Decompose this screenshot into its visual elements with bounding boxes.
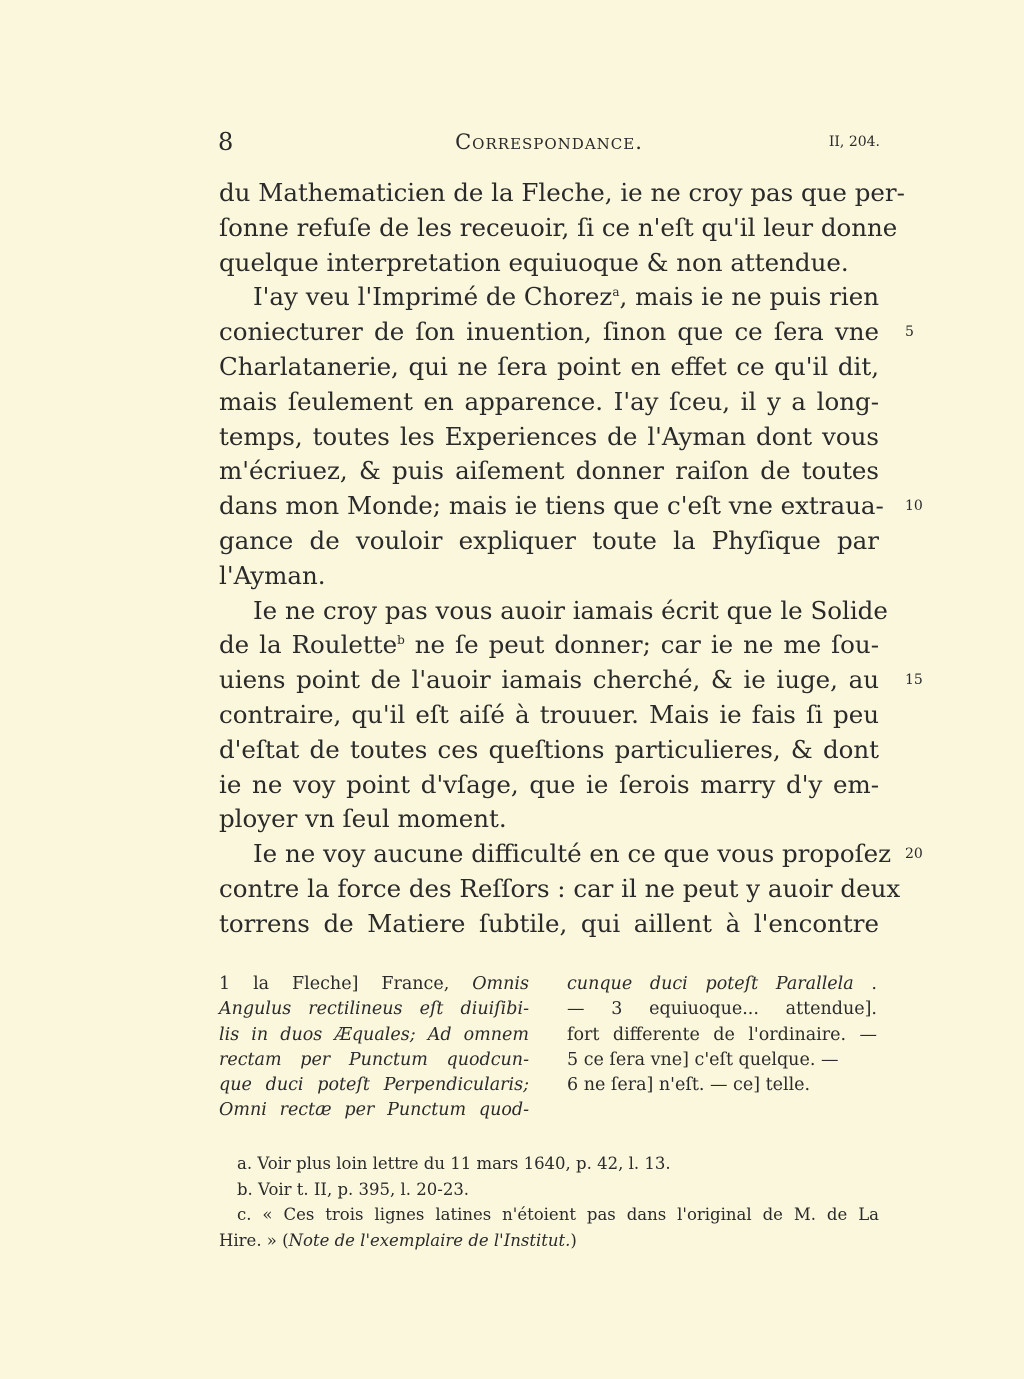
line-text: contre la force des Reſſors : car il ne peut y auoir deux [219, 873, 901, 903]
variant-italic-text: Omnis [472, 974, 529, 994]
variant-text: fort differente de l'ordinaire. — [567, 1024, 877, 1045]
footnote [219, 1202, 879, 1228]
variant-italic-text: cunque duci poteſt Parallela [567, 974, 854, 994]
footnote [219, 1151, 879, 1177]
variant-line [567, 1048, 877, 1073]
line-text: torrens de Matiere ſubtile, qui aillent à l'encontre [219, 908, 879, 938]
footnote-text: Hire. » ( [219, 1230, 289, 1250]
text-line [219, 350, 879, 385]
text-line [219, 489, 923, 524]
text-line [219, 872, 901, 907]
variants-right-column [567, 972, 877, 1098]
main-text [219, 176, 923, 942]
text-line [219, 246, 879, 281]
line-text: m'écriuez, & puis aiſement donner raiſon de toutes [219, 456, 879, 486]
text-line [219, 524, 879, 559]
footnote [219, 1177, 879, 1203]
line-number: 15 [905, 672, 923, 689]
line-text: de la Roulette [219, 630, 398, 660]
line-number: 5 [905, 324, 914, 341]
line-text: ie ne voy point d'vſage, que ie ſerois marry d'y em- [219, 769, 879, 799]
line-text-continued: , mais ie ne puis rien [619, 282, 879, 312]
footnote [219, 1228, 879, 1254]
text-line [219, 420, 879, 455]
variant-italic-text: Angulus rectilineus eſt diuiſibi- [219, 999, 529, 1020]
variant-line [219, 1048, 529, 1073]
line-text: Ie ne croy pas vous auoir iamais écrit que le Solide [253, 595, 888, 625]
line-text: l'Ayman. [219, 560, 326, 590]
line-text: Charlatanerie, qui ne ſera point en effet ce qu'il dit, [219, 351, 879, 381]
text-line [219, 907, 879, 942]
line-text: coniecturer de ſon inuention, ſinon que ce ſera vne [219, 317, 879, 347]
text-line [219, 454, 879, 489]
variant-italic-text: que duci poteſt Perpendicularis; [219, 1075, 529, 1096]
text-line [219, 768, 879, 803]
page-number: 8 [218, 128, 234, 156]
text-line [219, 802, 879, 837]
variant-text: 5 ce ſera vne] c'eſt quelque. — [567, 1049, 839, 1070]
footnote-text: b. Voir t. II, p. 395, l. 20-23. [237, 1179, 470, 1199]
line-text: quelque interpretation equiuoque & non attendue. [219, 247, 849, 277]
line-text: I'ay veu l'Imprimé de Chorez [253, 282, 613, 312]
line-text: mais ſeulement en apparence. I'ay ſceu, il y a long- [219, 386, 879, 416]
line-text: dans mon Monde; mais ie tiens que c'eſt vne extraua- [219, 491, 884, 521]
variant-text: — 3 equiuoque... attendue]. [567, 999, 877, 1020]
text-line [219, 594, 888, 629]
variant-text: 6 ne ſera] n'eſt. — ce] telle. [567, 1075, 811, 1096]
variant-italic-text: Omni rectæ per Punctum quod- [219, 1100, 529, 1121]
variant-line [219, 972, 529, 997]
line-text: ſonne refuſe de les receuoir, ſi ce n'eſt qu'il leur donne [219, 212, 898, 242]
volume-reference: II, 204. [828, 134, 880, 150]
variant-italic-text: rectam per Punctum quodcun- [219, 1049, 529, 1070]
variant-line [567, 997, 877, 1022]
page-header [218, 128, 880, 162]
footnote-italic: Note de l'exemplaire de l'Institut. [288, 1230, 571, 1250]
line-text: du Mathematicien de la Fleche, ie ne croy pas que per- [219, 178, 905, 207]
text-line [219, 211, 898, 246]
line-text: temps, toutes les Experiences de l'Ayman dont vous [219, 421, 879, 451]
footnote-marker: a [612, 285, 620, 300]
line-text: d'eſtat de toutes ces queſtions particulieres, & dont [219, 734, 879, 764]
variants-left-column [219, 972, 529, 1124]
variant-line [567, 972, 877, 997]
text-line [219, 280, 879, 315]
line-text: contraire, qu'il eſt aiſé à trouuer. Mais ie fais ſi peu [219, 699, 879, 729]
line-text: ployer vn ſeul moment. [219, 804, 507, 834]
line-text: Ie ne voy aucune difficulté en ce que vous propoſez [253, 839, 892, 869]
variant-line [219, 997, 529, 1022]
text-line [219, 698, 879, 733]
line-text-continued: ne ſe peut donner; car ie ne me ſou- [404, 630, 879, 660]
text-line [219, 315, 914, 350]
line-text: uiens point de l'auoir iamais cherché, & ie iuge, au [219, 665, 879, 695]
variant-line [567, 1073, 877, 1098]
variant-text: 1 la Fleche] France, [219, 974, 473, 994]
text-line [219, 559, 879, 594]
footnotes [219, 1151, 879, 1253]
variant-text: . [853, 974, 877, 994]
text-line [219, 663, 923, 698]
running-title: Correspondance. [455, 130, 643, 154]
footnote-text: a. Voir plus loin lettre du 11 mars 1640, p. 42, l. 13. [237, 1154, 671, 1173]
variant-line [219, 1023, 529, 1048]
variant-line [219, 1098, 529, 1123]
variant-italic-text: lis in duos Æquales; Ad omnem [219, 1024, 529, 1045]
footnote-marker: b [397, 633, 405, 648]
text-line [219, 733, 879, 768]
line-text: gance de vouloir expliquer toute la Phyſique par [219, 525, 879, 555]
variant-line [219, 1073, 529, 1098]
text-line [219, 385, 879, 420]
line-number: 10 [905, 498, 923, 515]
variant-line [567, 1023, 877, 1048]
line-number: 20 [905, 846, 923, 863]
footnote-text: c. « Ces trois lignes latines n'étoient pas dans l'original de M. de La [237, 1205, 879, 1224]
text-line [219, 176, 905, 211]
footnote-text: ) [570, 1230, 577, 1250]
text-line [219, 628, 879, 663]
text-line [219, 837, 923, 872]
